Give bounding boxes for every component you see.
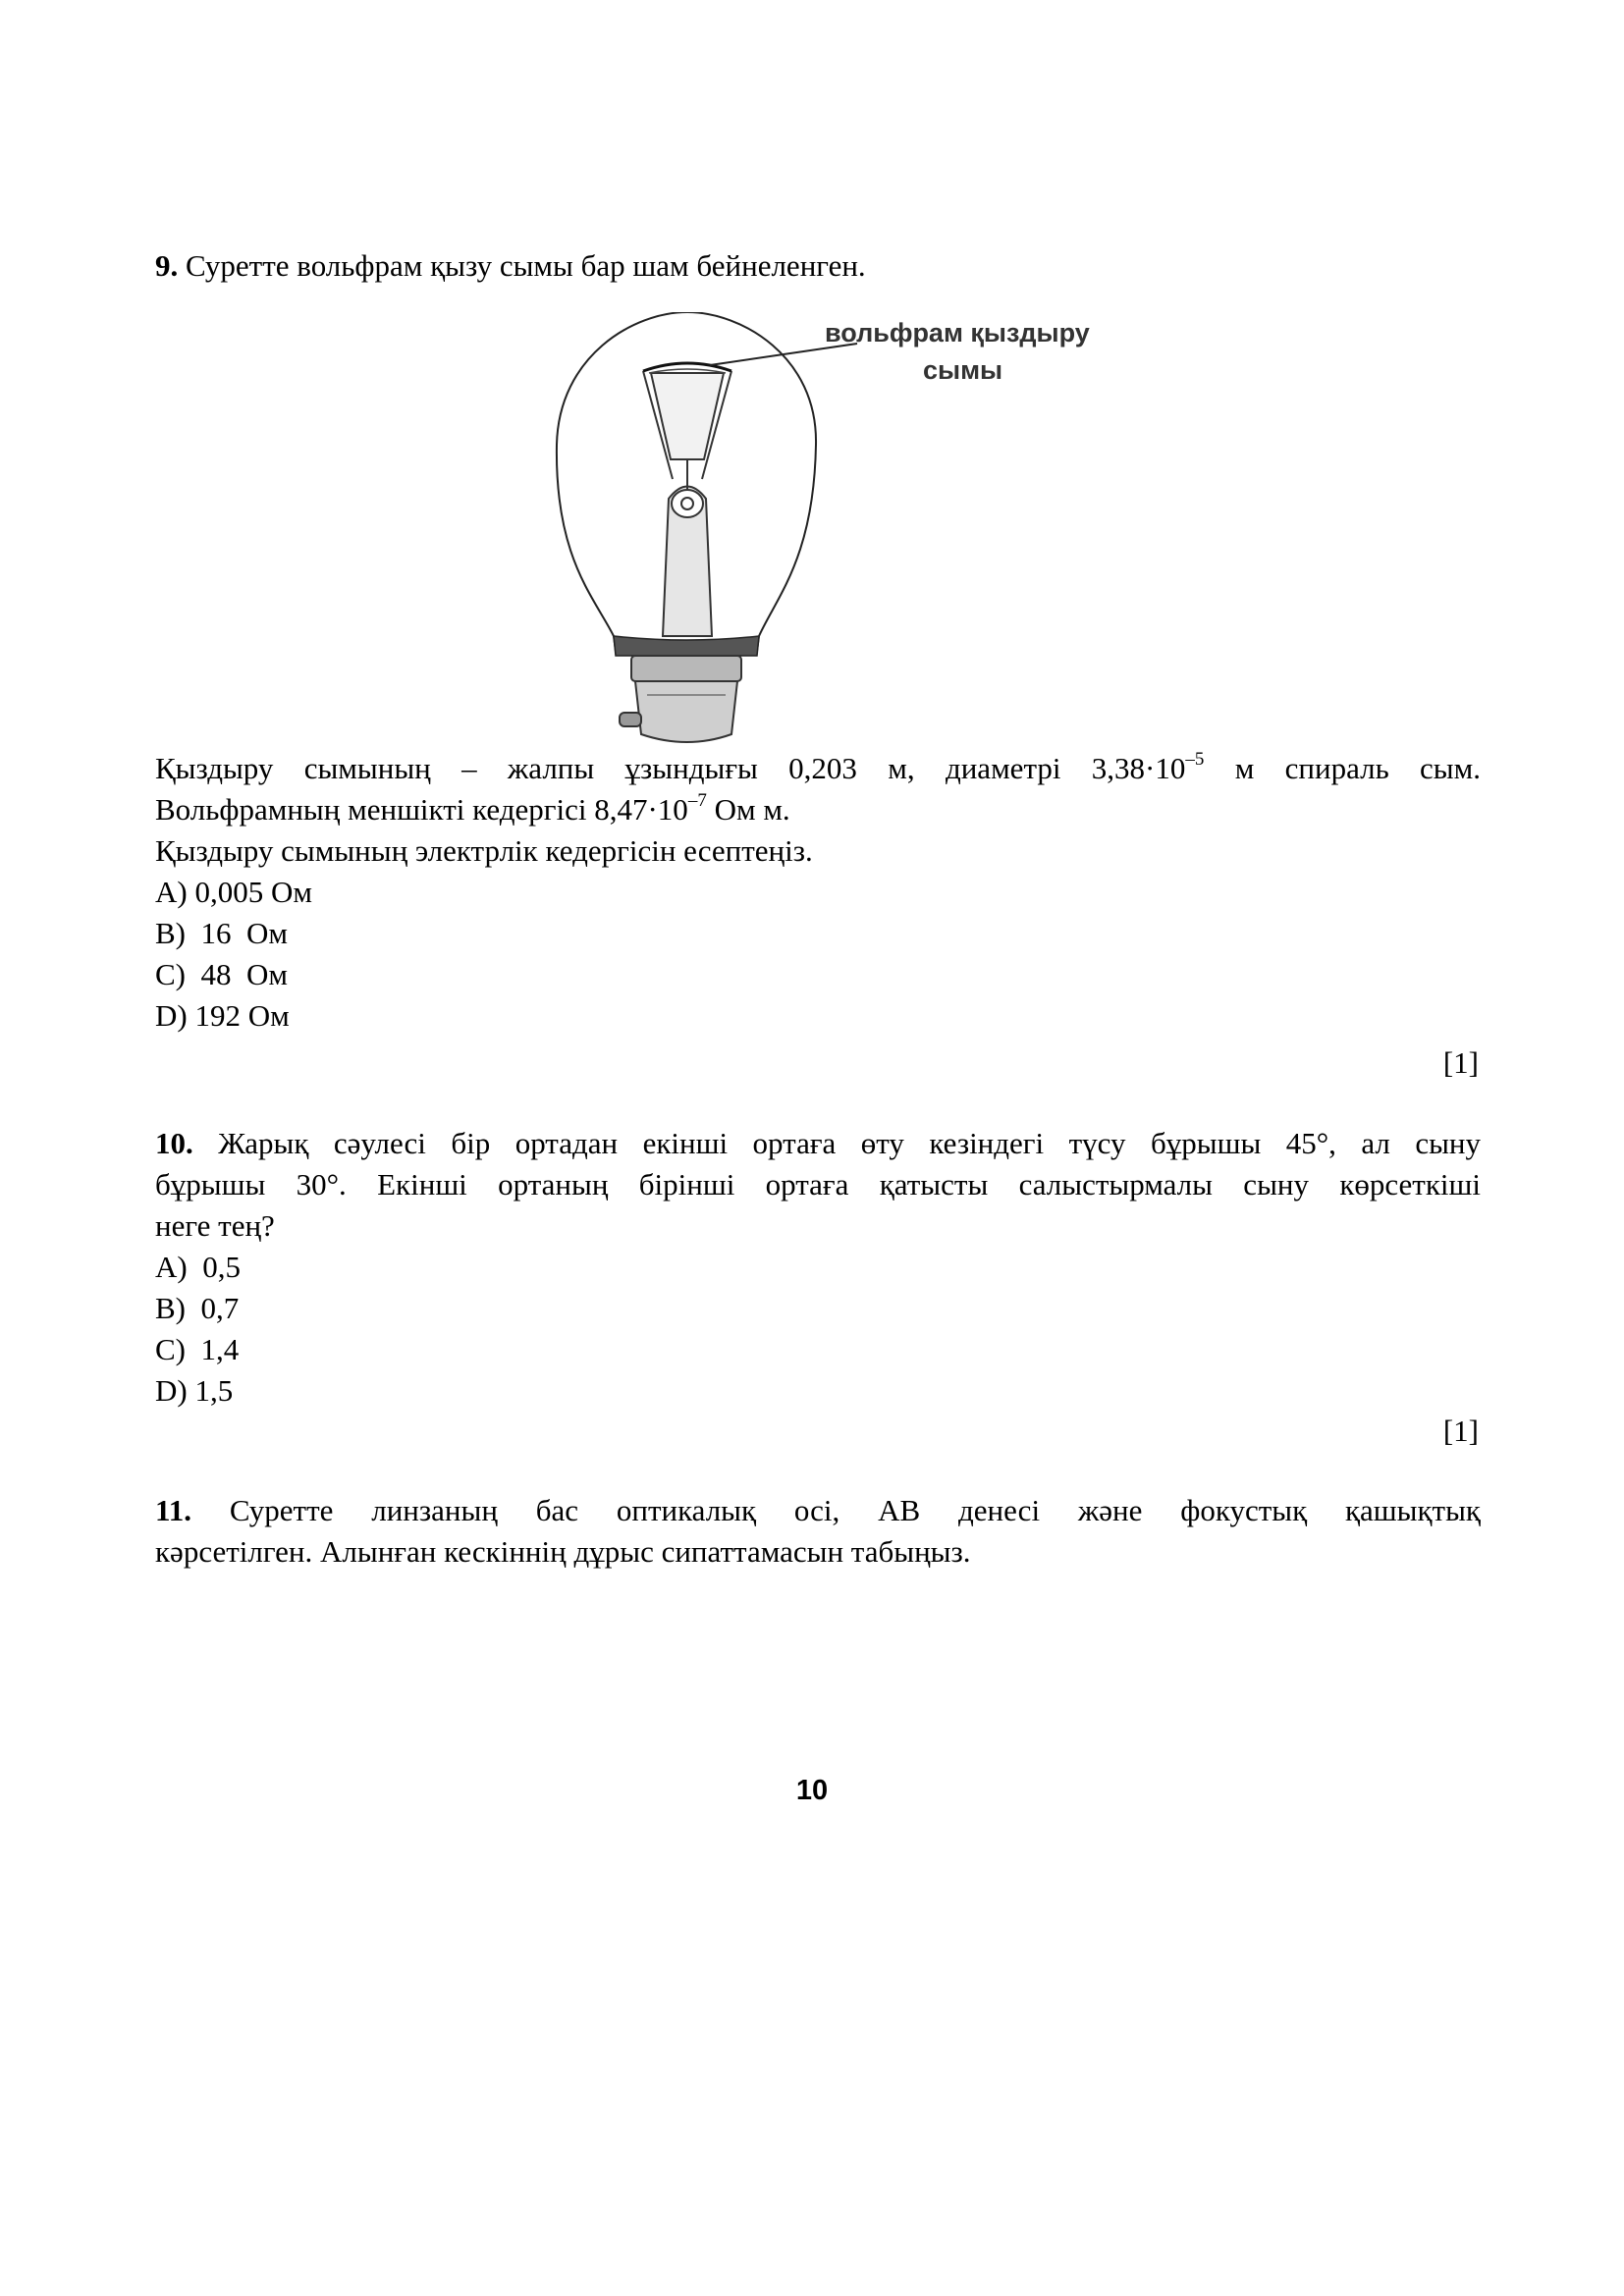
answer-option-a: A) 0,005 Ом	[155, 875, 312, 909]
question-10-line3: неге тең?	[155, 1208, 275, 1243]
question-10-line1: 10. Жарық сәулесі бір ортадан екінші ортаға өту кезіндегі түсу бұрышы 45°, ал сыну	[155, 1126, 1482, 1160]
answer-option-c: C) 48 Ом	[155, 957, 289, 991]
page-number: 10	[795, 1775, 829, 1806]
question-10-mark: [1]	[1442, 1414, 1479, 1448]
answer-option-b: B) 0,7	[155, 1291, 240, 1325]
question-9-intro	[155, 245, 1481, 287]
filament-label-line1: вольфрам қыздыру	[825, 318, 1090, 347]
answer-option-d: D) 192 Ом	[155, 998, 290, 1033]
question-text: Суретте вольфрам қызу сымы бар шам бейнеленген.	[186, 248, 866, 283]
question-10-line2: бұрышы 30°. Екінші ортаның бірінші ортаға қатысты салыстырмалы сыну көрсеткіші	[155, 1167, 1481, 1201]
question-10	[155, 1123, 1481, 1412]
answer-option-c: C) 1,4	[155, 1332, 240, 1366]
question-9-stem-line2: Вольфрамның меншікті кедергісі $8,47\cdot 10^{-7}$ Ом м.	[155, 790, 790, 827]
answer-option-d: D) 1,5	[155, 1373, 234, 1408]
question-11-line1: 11. Суретте линзаның бас оптикалық осі, АВ денесі және фокустық қашықтық	[155, 1493, 1481, 1527]
exponent: –5	[1185, 749, 1205, 770]
question-9-mark: [1]	[1442, 1045, 1479, 1080]
question-11	[155, 1490, 1481, 1573]
question-9-body	[155, 748, 1481, 1037]
light-bulb-icon	[545, 312, 1134, 746]
question-9-prompt: Қыздыру сымының электрлік кедергісін есептеңіз.	[155, 833, 813, 868]
answer-option-a: A) 0,5	[155, 1250, 241, 1284]
question-number: 9.	[155, 248, 179, 283]
exponent: –7	[687, 790, 707, 811]
question-11-line2: кәрсетілген. Алынған кескіннің дұрыс сипаттамасын табыңыз.	[155, 1534, 971, 1569]
light-bulb-figure	[545, 312, 1134, 746]
answer-option-b: B) 16 Ом	[155, 916, 289, 950]
filament-label-line2: сымы	[923, 355, 1003, 385]
question-9-stem-line1: Қыздыру сымының – жалпы ұзындығы 0,203 м, диаметрі $3,38\cdot 10^{-5}$ м спираль сым.	[155, 749, 1481, 785]
